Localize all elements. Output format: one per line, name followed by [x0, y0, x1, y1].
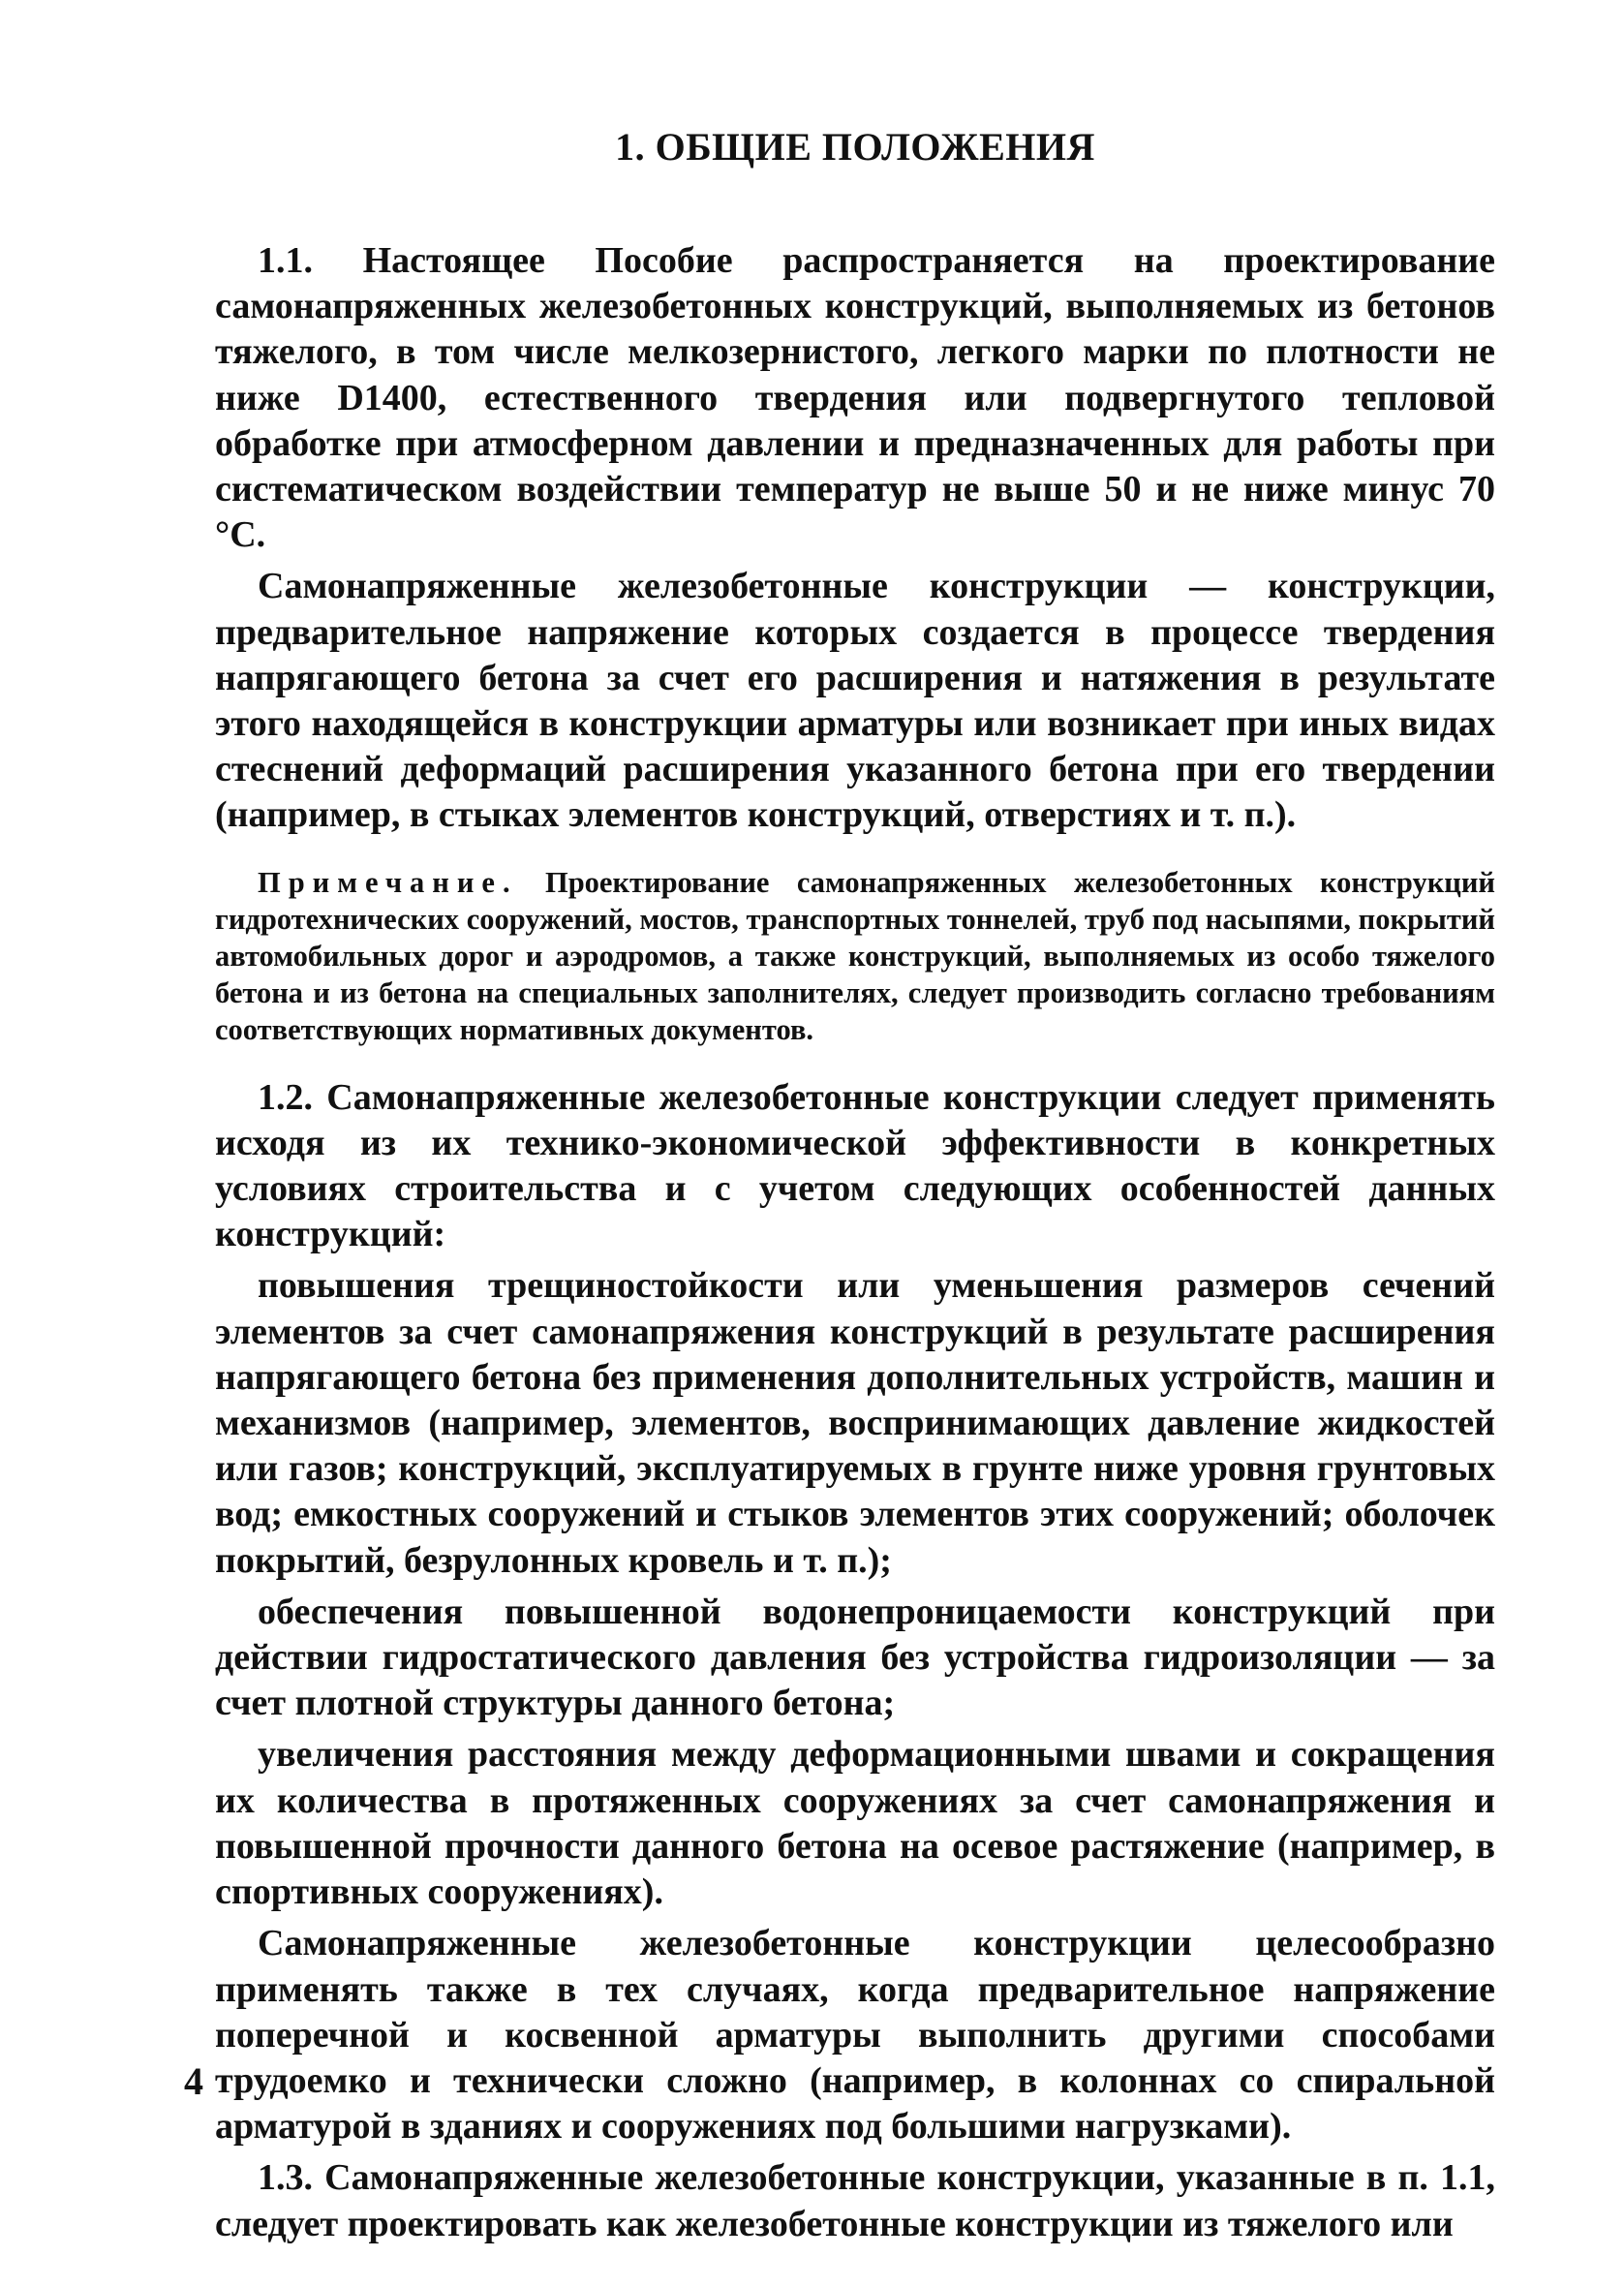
paragraph-1-2: [215, 1075, 1495, 1258]
paragraph-text: Самонапряженные железобетонные конструкции следует применять исходя из их технико-экономической эффективности в конкретных условиях строительства и с учетом следующих особенностей данных конструкций:: [215, 1076, 1496, 1255]
paragraph-number: 1.1.: [258, 240, 313, 281]
note-label: Примечание.: [258, 865, 518, 899]
list-item-crack-resistance: повышения трещиностойкости или уменьшения размеров сечений элементов за счет самонапряжения конструкций в результате расширения напрягающего бетона без применения дополнительных устройств, машин и механизмов (например, элементов, воспринимающих давление жидкостей или газов; конструкций, эксплуатируемых в грунте ниже уровня грунтовых вод; емкостных сооружений и стыков элементов этих сооружений; оболочек покрытий, безрулонных кровель и т. п.);: [215, 1265, 1495, 1581]
list-item-water-tightness: обеспечения повышенной водонепроницаемости конструкций при действии гидростатического давления без устройства гидроизоляции — за счет плотной структуры данного бетона;: [215, 1591, 1495, 1724]
list-item-expansion-joints: увеличения расстояния между деформационными швами и сокращения их количества в протяженных сооружениях за счет самонапряжения и повышенной прочности данного бетона на осевое растяжение (например, в спортивных сооружениях).: [215, 1734, 1495, 1913]
paragraph-text: Самонапряженные железобетонные конструкции, указанные в п. 1.1, следует проектировать как железобетонные конструкции из тяжелого или: [215, 2157, 1496, 2244]
paragraph-text: Настоящее Пособие распространяется на проектирование самонапряженных железобетонных конструкций, выполняемых из бетонов тяжелого, в том числе мелкозернистого, легкого марки по плотности не ниже D1400, естественного твердения или подвергнутого тепловой обработке при атмосферном давлении и предназначенных для работы при систематическом воздействии температур не выше 50 и не ниже минус 70 °С.: [215, 240, 1496, 556]
section-heading: 1. ОБЩИЕ ПОЛОЖЕНИЯ: [615, 125, 1095, 169]
document-content: [215, 124, 1495, 2253]
paragraph-number: 1.3.: [258, 2157, 313, 2199]
note-paragraph: [215, 864, 1495, 1048]
paragraph-definition: Самонапряженные железобетонные конструкции — конструкции, предварительное напряжение которых создается в процессе твердения напрягающего бетона за счет его расширения и натяжения в результате этого находящейся в конструкции арматуры или возникает при иных видах стеснений деформаций расширения указанного бетона при его твердении (например, в стыках элементов конструкций, отверстиях и т. п.).: [215, 566, 1495, 836]
page-number: 4: [184, 2059, 203, 2103]
paragraph-1-1: [215, 238, 1495, 558]
paragraph-number: 1.2.: [258, 1076, 313, 1118]
paragraph-1-3: [215, 2155, 1495, 2246]
paragraph-application: Самонапряженные железобетонные конструкции целесообразно применять также в тех случаях, когда предварительное напряжение поперечной и косвенной арматуры выполнить другими способами трудоемко и технически сложно (например, в колоннах со спиральной арматурой в зданиях и сооружениях под большими нагрузками).: [215, 1923, 1495, 2148]
note-text: Проектирование самонапряженных железобетонных конструкций гидротехнических сооружений, мостов, транспортных тоннелей, труб под насыпями, покрытий автомобильных дорог и аэродромов, а также конструкций, выполняемых из особо тяжелого бетона и из бетона на специальных заполнителях, следует производить согласно требованиям соответствующих нормативных документов.: [215, 865, 1495, 1046]
